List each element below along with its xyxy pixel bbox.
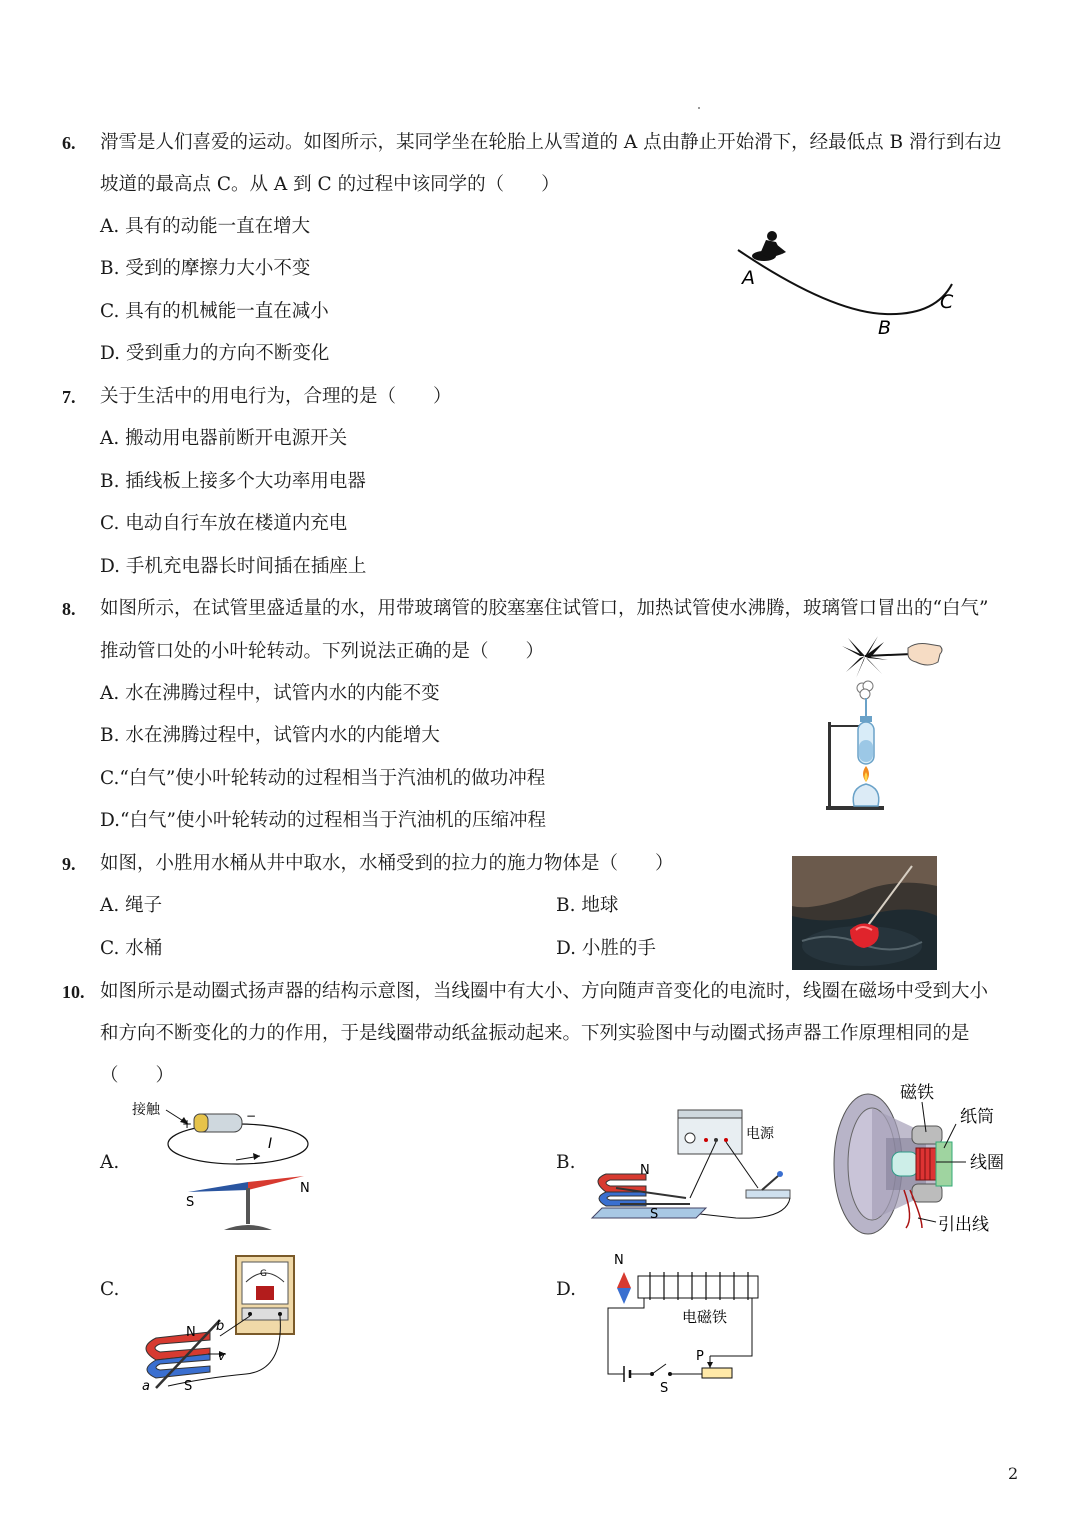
- svg-text:v: v: [218, 1349, 226, 1363]
- horseshoe-magnet-icon: [598, 1174, 646, 1206]
- question-6-option-c[interactable]: C. 具有的机械能一直在减小: [100, 301, 329, 322]
- touch-label: 接触: [132, 1102, 160, 1118]
- svg-text:N: N: [300, 1181, 310, 1196]
- switch-icon: [650, 1364, 672, 1376]
- question-7-option-b[interactable]: B. 插线板上接多个大功率用电器: [100, 471, 366, 492]
- question-6-stem-line1: 滑雪是人们喜爱的运动。如图所示，某同学坐在轮胎上从雪道的 A 点由静止开始滑下，经最低点 B 滑行到右边: [100, 132, 1002, 153]
- question-9-option-c[interactable]: C. 水桶: [100, 938, 163, 959]
- question-9-stem: 如图，小胜用水桶从井中取水，水桶受到的拉力的施力物体是（ ）: [100, 853, 674, 874]
- question-8-option-b[interactable]: B. 水在沸腾过程中，试管内水的内能增大: [100, 725, 440, 746]
- svg-text:P: P: [696, 1349, 704, 1364]
- question-10-option-b[interactable]: B.: [556, 1152, 576, 1173]
- svg-text:−: −: [246, 1109, 257, 1123]
- question-6-option-b[interactable]: B. 受到的摩擦力大小不变: [100, 258, 311, 279]
- power-label: 电源: [746, 1126, 774, 1142]
- horseshoe-magnet-icon: [146, 1332, 210, 1378]
- question-9-option-a[interactable]: A. 绳子: [100, 895, 163, 916]
- question-9-number: 9.: [62, 854, 76, 874]
- question-7-stem: 关于生活中的用电行为，合理的是（ ）: [100, 386, 452, 407]
- svg-text:S: S: [184, 1379, 193, 1394]
- svg-text:+: +: [182, 1117, 193, 1131]
- svg-text:N: N: [640, 1163, 650, 1178]
- question-10-option-a[interactable]: A.: [100, 1152, 120, 1173]
- question-8-option-c[interactable]: C.“白气”使小叶轮转动的过程相当于汽油机的做功冲程: [100, 768, 546, 789]
- question-10-stem-line1: 如图所示是动圈式扬声器的结构示意图，当线圈中有大小、方向随声音变化的电流时，线圈在磁场中受到大小: [100, 981, 989, 1002]
- question-8-option-d[interactable]: D.“白气”使小叶轮转动的过程相当于汽油机的压缩冲程: [100, 810, 546, 831]
- paper-cone-label: 纸筒: [960, 1107, 994, 1127]
- question-6-stem-line2: 坡道的最高点 C。从 A 到 C 的过程中该同学的（ ）: [100, 174, 560, 195]
- question-10-option-c[interactable]: C.: [100, 1279, 120, 1300]
- point-a-label: A: [742, 267, 755, 289]
- figure-a-oersted[interactable]: [128, 1096, 318, 1238]
- pinwheel-icon: [842, 636, 888, 678]
- hand-icon: [908, 644, 942, 666]
- point-c-label: C: [940, 291, 954, 313]
- figure-c-induction[interactable]: [134, 1250, 310, 1396]
- well-bucket-photo: [792, 856, 937, 970]
- compass-needle-icon: [617, 1272, 631, 1304]
- svg-text:a: a: [142, 1379, 150, 1394]
- question-10-option-d[interactable]: D.: [556, 1279, 577, 1300]
- question-7-option-a[interactable]: A. 搬动用电器前断开电源开关: [100, 428, 348, 449]
- switch-icon: [746, 1171, 790, 1198]
- test-tube-pinwheel-figure: [820, 632, 950, 812]
- question-10-number: 10.: [62, 982, 85, 1002]
- question-8-number: 8.: [62, 599, 76, 619]
- question-6-option-a[interactable]: A. 具有的动能一直在增大: [100, 216, 311, 237]
- steam-icon: [857, 681, 873, 699]
- svg-text:N: N: [614, 1253, 624, 1268]
- figure-d-electromagnet[interactable]: [600, 1248, 770, 1396]
- question-8-option-a[interactable]: A. 水在沸腾过程中，试管内水的内能不变: [100, 683, 440, 704]
- skier-icon: [752, 231, 786, 261]
- question-6-option-d[interactable]: D. 受到重力的方向不断变化: [100, 343, 330, 364]
- coil-label: 线圈: [970, 1153, 1004, 1173]
- figure-b-motor-rails[interactable]: [586, 1108, 806, 1228]
- coil-icon: [916, 1148, 936, 1180]
- question-7-number: 7.: [62, 387, 76, 407]
- question-7-option-d[interactable]: D. 手机充电器长时间插在插座上: [100, 556, 367, 577]
- question-9-option-d[interactable]: D. 小胜的手: [556, 938, 656, 959]
- svg-text:S: S: [650, 1207, 659, 1222]
- svg-text:G: G: [260, 1269, 267, 1279]
- question-8-stem-line2: 推动管口处的小叶轮转动。下列说法正确的是（ ）: [100, 641, 545, 662]
- svg-text:S: S: [186, 1195, 195, 1210]
- question-6-number: 6.: [62, 133, 76, 153]
- question-9-option-b[interactable]: B. 地球: [556, 895, 619, 916]
- ski-slope-figure: [730, 222, 970, 340]
- speaker-structure-figure: [826, 1078, 1026, 1238]
- question-8-stem-line1: 如图所示，在试管里盛适量的水，用带玻璃管的胶塞塞住试管口，加热试管使水沸腾，玻璃管口冒出的“白气”: [100, 598, 989, 619]
- page-number: 2: [1008, 1464, 1019, 1483]
- galvanometer-icon: [236, 1256, 294, 1334]
- svg-text:S: S: [660, 1381, 669, 1396]
- battery-icon: [194, 1114, 242, 1132]
- current-label: I: [268, 1136, 273, 1152]
- question-10-stem-line2: 和方向不断变化的力的作用，于是线圈带动纸盆振动起来。下列实验图中与动圈式扬声器工作原理相同的是: [100, 1023, 970, 1044]
- question-7-option-c[interactable]: C. 电动自行车放在楼道内充电: [100, 513, 348, 534]
- question-10-stem-line3: （ ）: [100, 1065, 175, 1086]
- electromagnet-label: 电磁铁: [682, 1308, 728, 1326]
- svg-text:b: b: [216, 1319, 225, 1334]
- top-mark: [698, 107, 700, 109]
- point-b-label: B: [878, 317, 892, 339]
- svg-text:N: N: [186, 1325, 196, 1340]
- lead-wire-label: 引出线: [938, 1215, 989, 1235]
- power-supply-icon: [678, 1110, 742, 1154]
- magnet-label: 磁铁: [900, 1083, 934, 1103]
